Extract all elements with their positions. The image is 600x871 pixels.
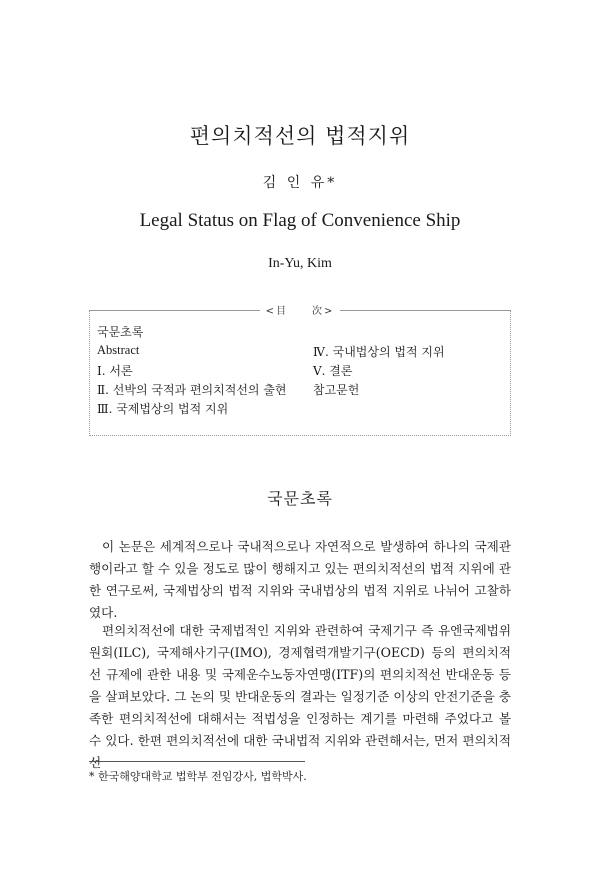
- footnote: * 한국해양대학교 법학부 전임강사, 법학박사.: [89, 770, 307, 783]
- author-name-english: In-Yu, Kim: [268, 256, 332, 271]
- toc-item-abstract: Abstract: [97, 343, 140, 357]
- toc-item-international-law: Ⅲ. 국제법상의 법적 지위: [97, 402, 229, 416]
- abstract-paragraph-2: 편의치적선에 대한 국제법적인 지위와 관련하여 국제기구 즉 유엔국제법위원회(ILC), 국제해사기구(IMO), 경제협력개발기구(OECD) 등의 편의치적선 규제에 관한 내용 및 국제운수노동자연맹(ITF)의 편의치적선 반대운동 등을 살펴보았다. 그 논의 및 반대운동의 결과는 일정기준 이상의 안전기준을 충족한 편의치적선에 대해서는 적법성을 인정하는 계기를 마련해 주었다고 볼 수 있다. 한편 편의치적선에 대한 국내법적 지위와 관련해서는, 먼저 편의치적선: [89, 623, 511, 770]
- section-heading-korean-abstract: 국문초록: [267, 489, 333, 508]
- toc-item-conclusion: Ⅴ. 결론: [313, 364, 353, 378]
- toc-item-references: 참고문헌: [313, 383, 360, 397]
- footnote-divider: [89, 761, 305, 762]
- table-of-contents-box: [89, 310, 511, 436]
- toc-item-ship-nationality: Ⅱ. 선박의 국적과 편의치적선의 출현: [97, 383, 287, 397]
- author-name-korean: 김 인 유*: [262, 175, 338, 191]
- abstract-paragraph-1: 이 논문은 세계적으로나 국내적으로나 자연적으로 발생하여 하나의 국제관행이라고 할 수 있을 정도로 많이 행해지고 있는 편의치적선의 법적 지위에 관한 연구로써, 국제법상의 법적 지위와 국내법상의 법적 지위로 나뉘어 고찰하였다.: [89, 539, 511, 620]
- toc-item-korean-abstract: 국문초록: [97, 325, 144, 339]
- paper-title-english: Legal Status on Flag of Convenience Ship: [139, 210, 461, 231]
- paper-title-korean: 편의치적선의 법적지위: [189, 124, 411, 148]
- toc-heading: <目 次>: [0, 302, 600, 317]
- toc-item-introduction: Ⅰ. 서론: [97, 364, 133, 378]
- toc-item-domestic-law: Ⅳ. 국내법상의 법적 지위: [313, 345, 445, 359]
